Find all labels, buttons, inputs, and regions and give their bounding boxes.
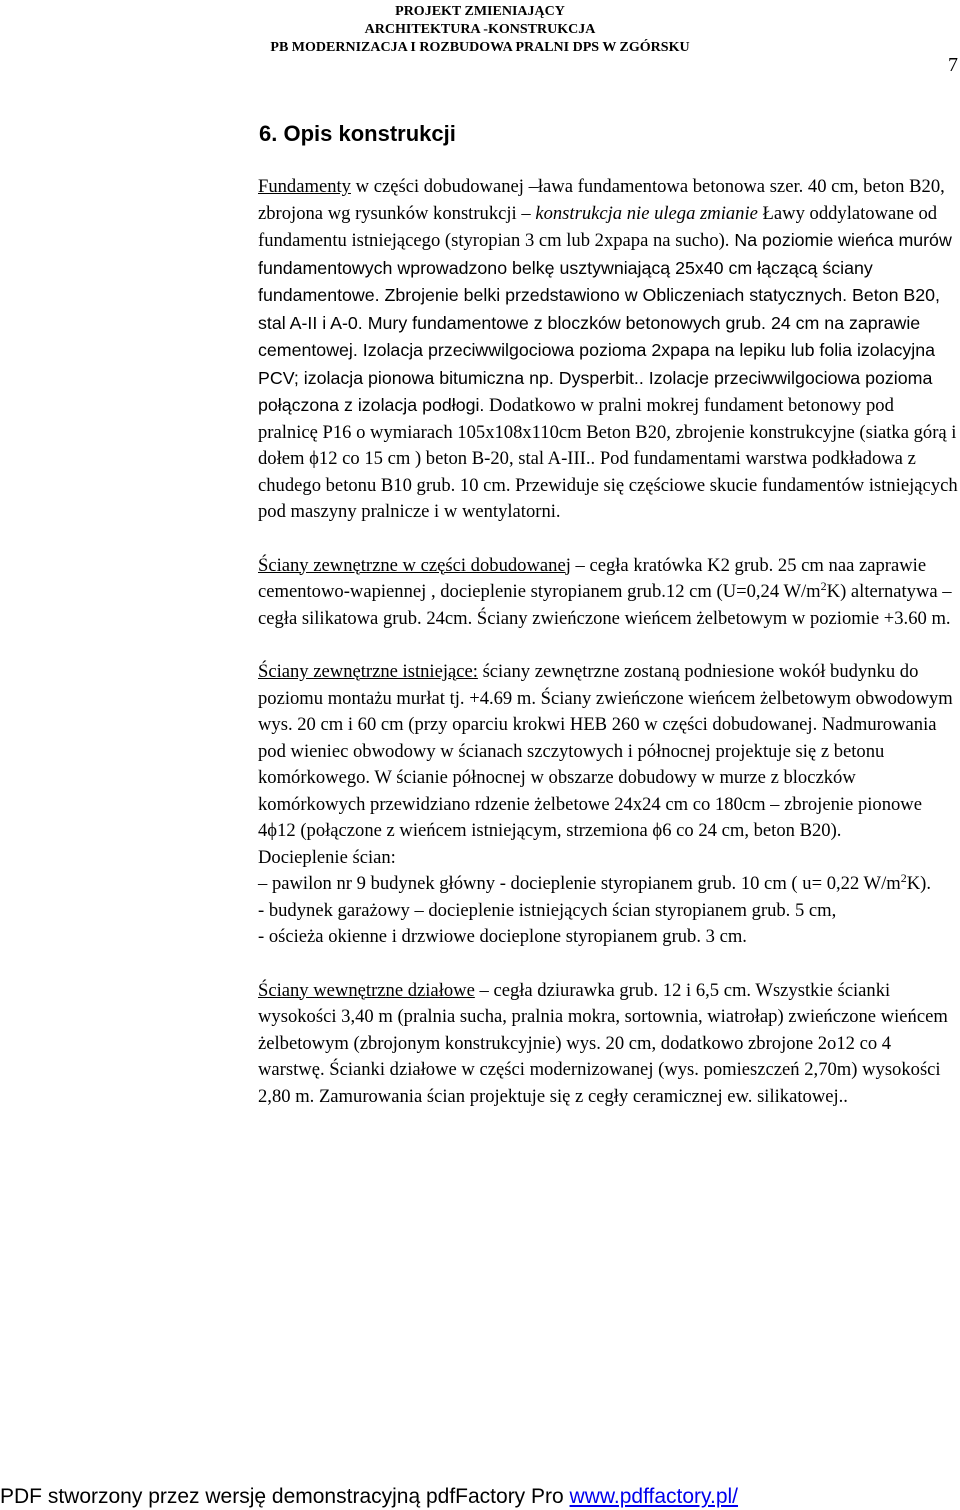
text: Dodatkowo w pralni mokrej fundament betonowy pod pralnicę P16 o wymiarach 105x108x110cm Beton B20, zbrojenie konstrukcyjne (siatka górą i dołem ϕ12 co 15 cm ) beton B-20, stal A-III.. Pod fundamentami warstwa podkładowa z chudego betonu B10 grub. 10 cm. Przewiduje się częściowe skucie fundamentów istniejących pod maszyny pralnicze i w wentylatorni. [258,395,958,522]
paragraph-sciany-zewnetrzne-istniejace [258,659,958,845]
text: Ławy oddylatowane od fundamentu istniejącego (styropian 3 cm lub 2xpapa na sucho). [258,202,938,251]
section-title: 6. Opis konstrukcji [259,121,456,146]
superscript: 2 [820,578,827,593]
footer-text: PDF stworzony przez wersję demonstracyjną pdfFactory Pro [0,1485,570,1508]
text: – pawilon nr 9 budynek główny - docieplenie styropianem grub. 10 cm ( u= 0,22 W/m [258,873,901,894]
header-line-2: ARCHITEKTURA -KONSTRUKCJA [364,22,596,37]
italic-text: konstrukcja nie ulega zmianie [535,202,758,224]
text: – cegła kratówka K2 grub. 25 cm naa zaprawie cementowo-wapiennej , docieplenie styropianem grub.12 cm (U=0,24 W/m [258,554,927,602]
label-fundamenty: Fundamenty [258,176,351,197]
text: – cegła dziurawka grub. 12 i 6,5 cm. Wszystkie ścianki wysokości 3,40 m (pralnia sucha, pralnia mokra, sortownia, wiatrołap) zwieńczone wieńcem żelbetowym (zbrojonym konstrukcyjnie) wys. 20 cm, dodatkowo zbrojone 2o12 co 4 warstwę. Ścianki działowe w części modernizowanej (wys. pomieszczeń 2,70m) wysokości 2,80 m. Zamurowania ścian projektuje się z cegły ceramicznej ew. silikatowej.. [258,979,948,1107]
footer-link[interactable]: www.pdffactory.pl/ [569,1485,739,1508]
label-sciany-zewnetrzne-istniejace: Ściany zewnętrzne istniejące: [258,661,478,682]
footer [0,1485,960,1509]
text: K) alternatywa – cegła silikatowa grub. 24cm. Ściany zwieńczone wieńcem żelbetowym w poziomie +3.60 m. [258,581,952,629]
insulation-item-2: - budynek garażowy – docieplenie istniejących ścian styropianem grub. 5 cm, [258,899,837,921]
text: K). [906,873,932,894]
insulation-title: Docieplenie ścian: [258,846,396,868]
header-line-1: PROJEKT ZMIENIAJĄCY [395,4,565,19]
header-line-3: PB MODERNIZACJA I ROZBUDOWA PRALNI DPS W ZGÓRSKU [270,40,690,55]
paragraph-fundamenty [258,174,958,526]
document-body [258,174,958,1110]
insulation-item-3: - ościeża okienne i drzwiowe docieplone styropianem grub. 3 cm. [258,926,747,947]
page-number: 7 [948,54,958,76]
insulation-item-1 [258,871,958,898]
text: Na poziomie wieńca murów fundamentowych wprowadzono belkę usztywniającą 25x40 cm łączącą ściany fundamentowe. Zbrojenie belki przedstawiono w Obliczeniach statycznych. Beton B20, stal A-II i A-0. Mury fundamentowe z bloczków betonowych grub. 24 cm na zaprawie cementowej. Izolacja przeciwwilgociowa pozioma 2xpapa na lepiku lub folia izolacyjna PCV; izolacja pionowa bitumiczna np. Dysperbit.. Izolacje przeciwwilgociowa pozioma połączona z izolacja podłogi. [258,230,952,415]
label-sciany-wewnetrzne: Ściany wewnętrzne działowe [258,979,475,1001]
superscript: 2 [900,870,907,885]
label-sciany-zewnetrzne-dobudowa: Ściany zewnętrzne w części dobudowanej [258,554,571,576]
paragraph-sciany-zewnetrzne-dobudowa [258,553,958,633]
text: ściany zewnętrzne zostaną podniesione wokół budynku do poziomu montażu murłat tj. +4.69 m. Ściany zwieńczone wieńcem żelbetowym obwodowym wys. 20 cm i 60 cm (przy oparciu krokwi HEB 260 w części dobudowanej. Nadmurowania pod wieniec obwodowy w ścianach szczytowych i północnej projektuje się z betonu komórkowego. W ścianie północnej w obszarze dobudowy w murze z bloczków komórkowych przewidziano rdzenie żelbetowe 24x24 cm co 180cm – zbrojenie pionowe 4ϕ12 (połączone z wieńcem istniejącym, strzemiona ϕ6 co 24 cm, beton B20). [258,661,953,841]
text: w części dobudowanej –ława fundamentowa betonowa szer. 40 cm, beton B20, zbrojona wg rysunków konstrukcji – [258,176,945,224]
paragraph-sciany-wewnetrzne [258,978,958,1111]
